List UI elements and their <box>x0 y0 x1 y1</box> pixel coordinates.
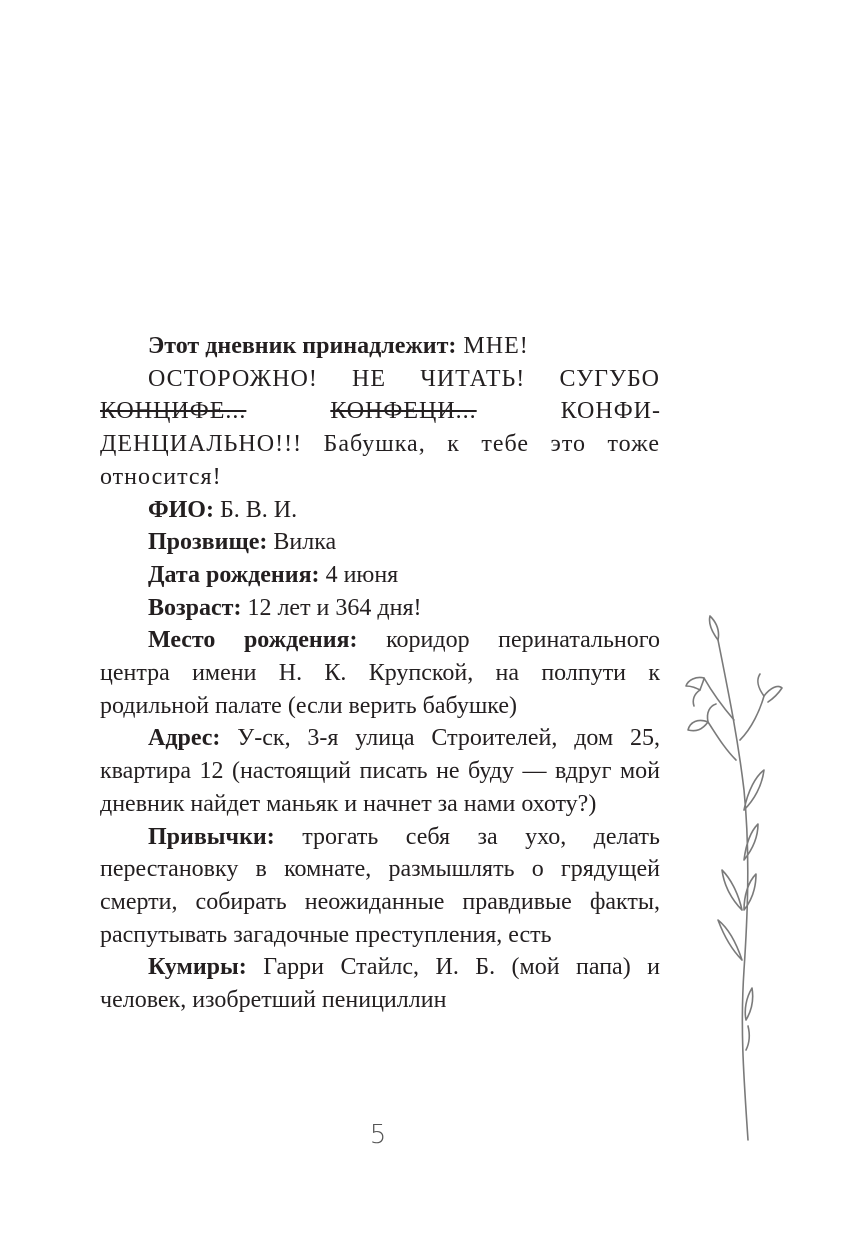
address-value: У-ск, 3-я улица Строителей, дом 25, квартира 12 (настоящий писать не буду — вдруг мой дневник найдет маньяк и начнет за нами охоту?) <box>100 725 660 817</box>
idols-value: Гарри Стайлс, И. Б. (мой папа) и человек, изобретший пенициллин <box>100 954 660 1014</box>
nickname-value: Вилка <box>267 529 337 556</box>
owner-line <box>100 330 660 363</box>
birthplace-label: Место рождения: <box>148 627 358 654</box>
age-value: 12 лет и 364 дня! <box>241 594 422 621</box>
owner-value: МНЕ! <box>456 333 529 359</box>
address-paragraph <box>100 722 660 820</box>
nickname-line <box>100 526 660 559</box>
birthdate-value: 4 июня <box>319 561 399 588</box>
age-label: Возраст: <box>148 594 242 621</box>
nickname-label: Прозвище: <box>148 529 268 556</box>
warning-text-2: КОНФИДЕНЦИАЛЬНО!!! Бабушка, к тебе это тоже относится! <box>100 398 660 490</box>
flower-sprig-illustration <box>678 610 798 1150</box>
fio-line <box>100 494 660 527</box>
fio-label: ФИО: <box>148 496 214 523</box>
birthdate-line <box>100 559 660 592</box>
crossed-word-1: КОНЦИФЕ... <box>100 398 247 425</box>
birthplace-paragraph <box>100 624 660 722</box>
birthdate-label: Дата рождения: <box>148 561 320 588</box>
fio-value: Б. В. И. <box>213 496 298 523</box>
habits-paragraph <box>100 821 660 952</box>
birthplace-value: коридор перинатального центра имени Н. К. Крупской, на полпути к родильной палате (если верить бабушке) <box>100 627 660 719</box>
age-line <box>100 592 660 625</box>
idols-paragraph <box>100 951 660 1016</box>
crossed-word-2: КОНФЕЦИ... <box>330 398 477 425</box>
diary-text <box>100 330 660 1017</box>
page-number: 5 <box>369 1120 387 1150</box>
owner-label: Этот дневник принадлежит: <box>148 333 457 359</box>
habits-label: Привычки: <box>148 823 275 850</box>
warning-text-1: ОСТОРОЖНО! НЕ ЧИТАТЬ! СУГУБО <box>148 365 660 392</box>
address-label: Адрес: <box>148 725 221 752</box>
habits-value: трогать себя за ухо, делать перестановку в комнате, размышлять о грядущей смерти, собирать неожиданные правдивые факты, распутывать загадочные преступления, есть <box>100 823 660 948</box>
warning-paragraph <box>100 363 660 494</box>
idols-label: Кумиры: <box>148 954 247 981</box>
